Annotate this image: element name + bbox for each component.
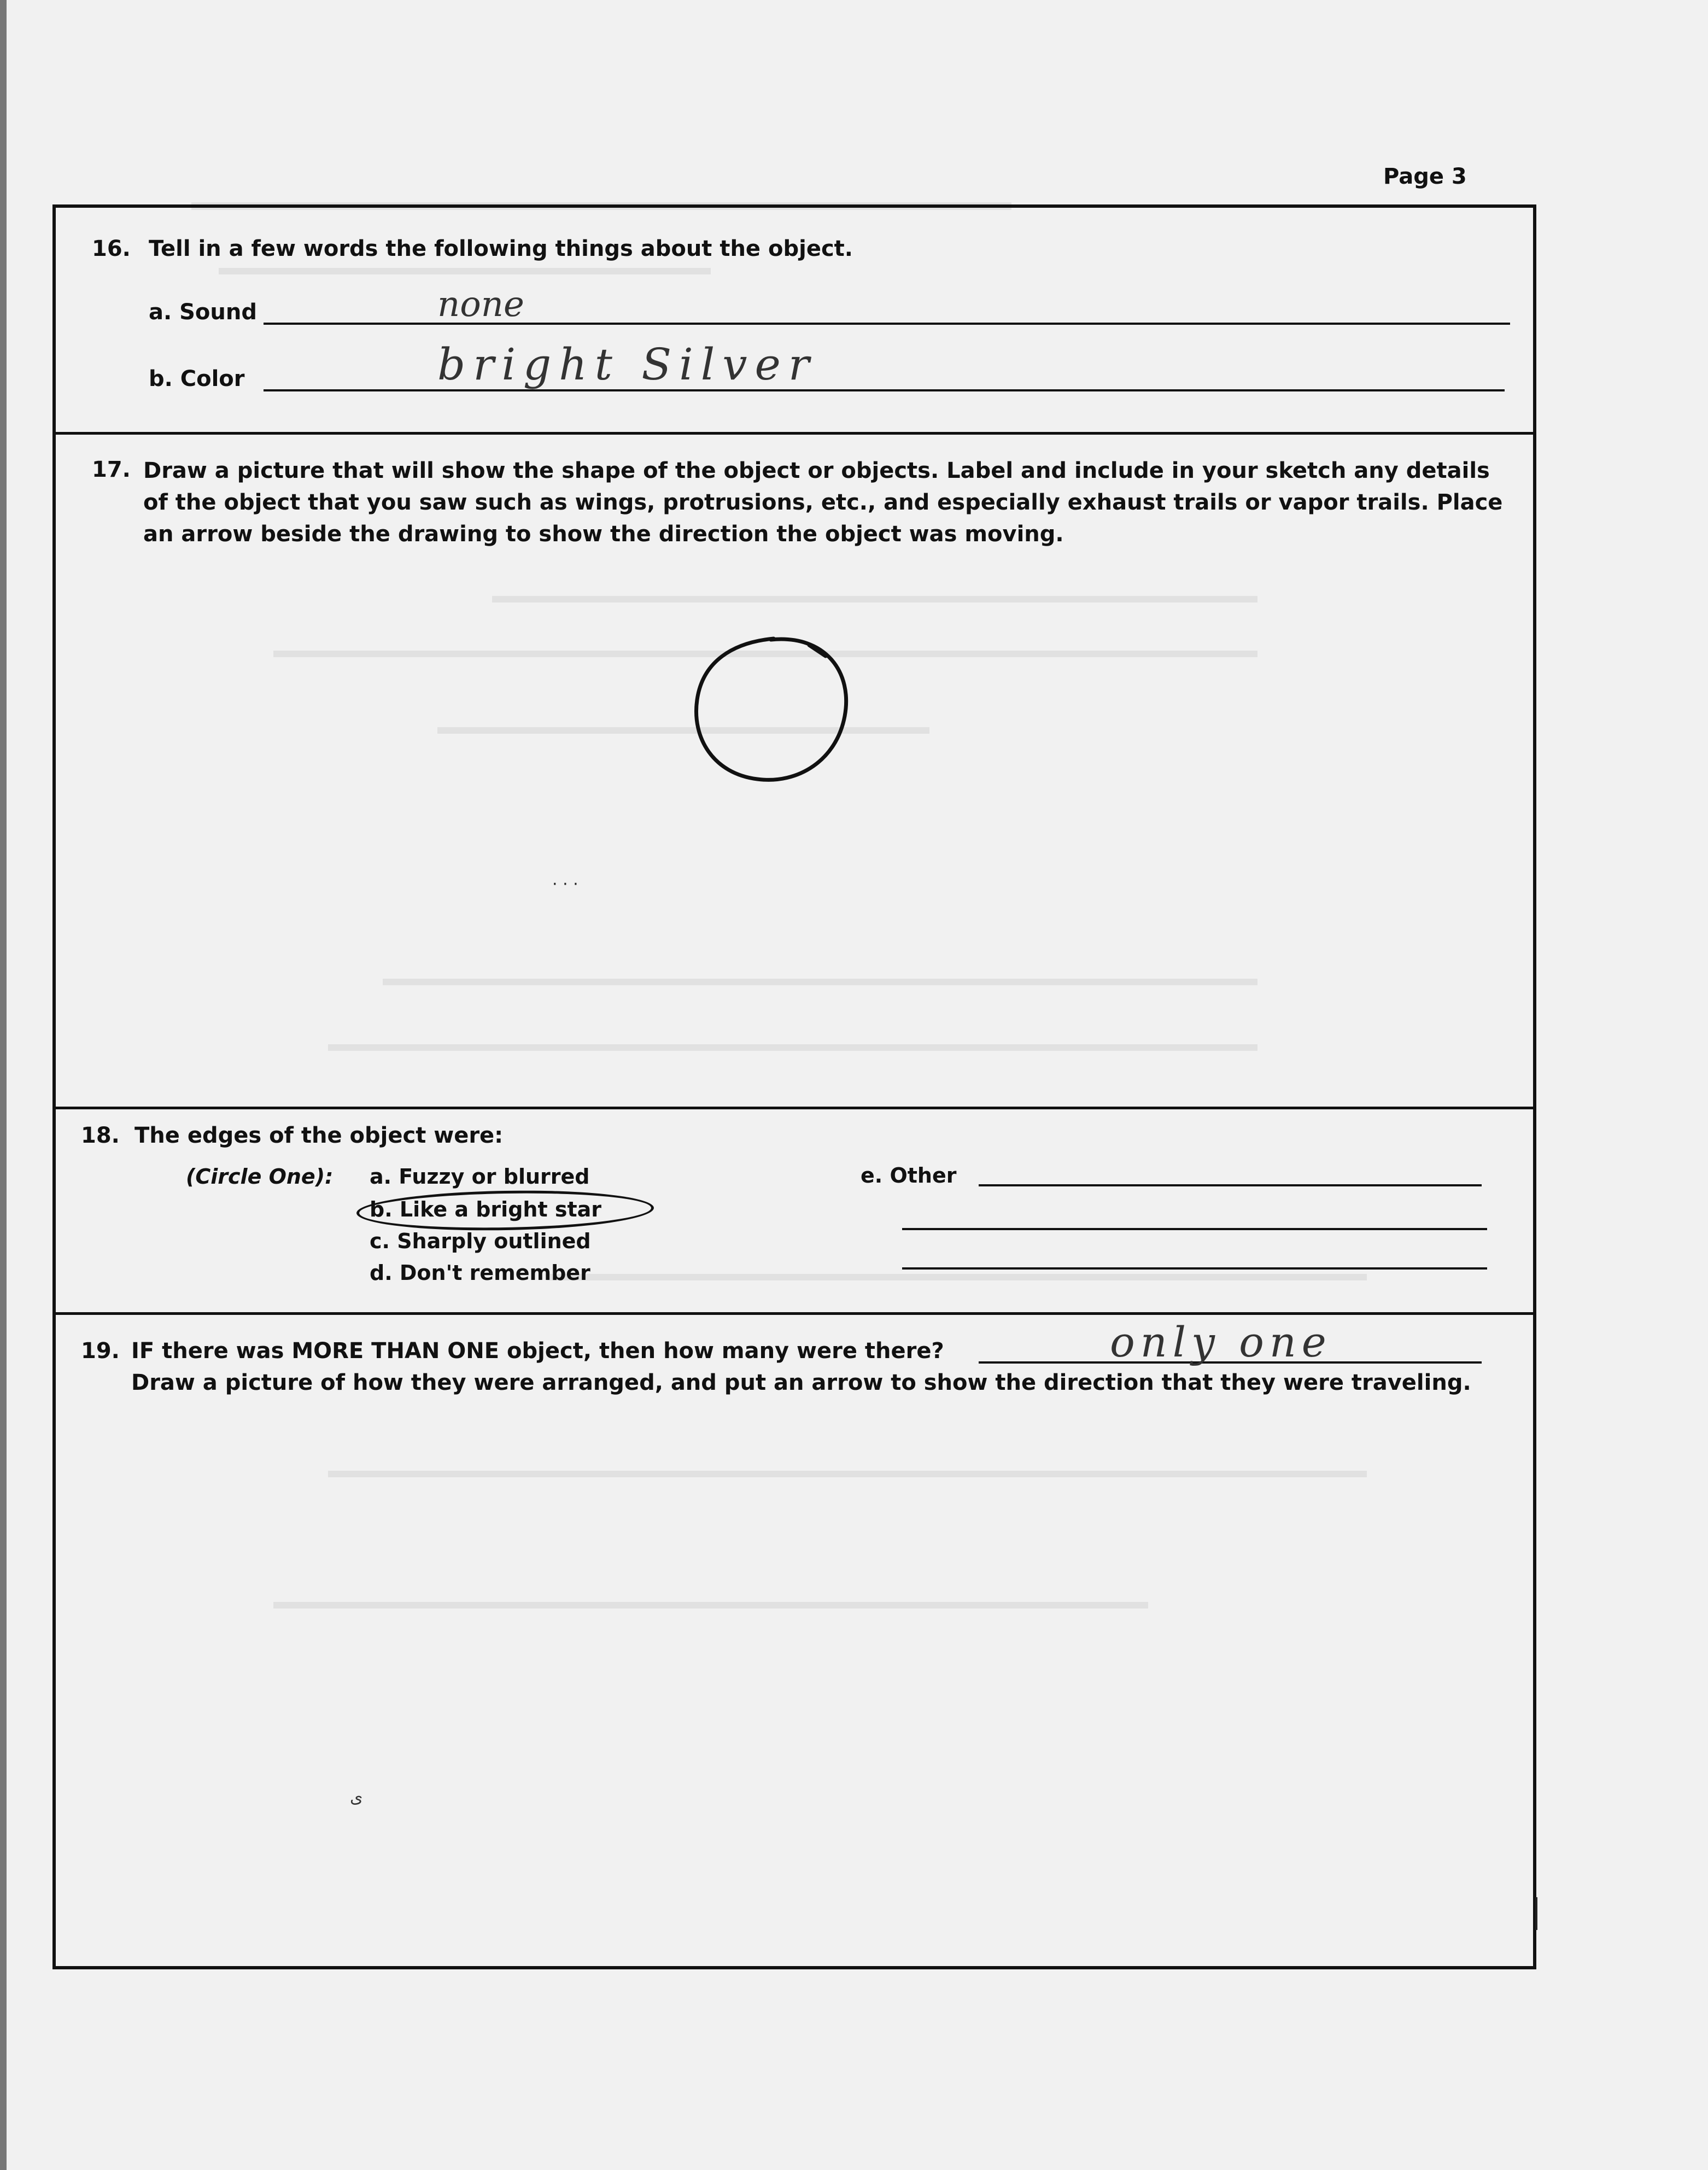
q19-number: 19. xyxy=(81,1338,120,1364)
stray-dots: · · · xyxy=(552,875,578,894)
stray-mark: ﻯ xyxy=(350,1788,363,1807)
q17-sketch-area[interactable] xyxy=(656,612,902,809)
q18-other-line-1[interactable] xyxy=(979,1184,1482,1186)
q18-other-line-2[interactable] xyxy=(902,1228,1487,1230)
q16-color-label: b. Color xyxy=(149,366,245,391)
q18-option-b[interactable]: b. Like a bright star xyxy=(370,1197,602,1221)
q18-option-d[interactable]: d. Don't remember xyxy=(370,1261,590,1285)
q18-option-c[interactable]: c. Sharply outlined xyxy=(370,1229,591,1253)
section-divider-18-19 xyxy=(52,1312,1536,1315)
q16-color-answer[interactable]: bright Silver xyxy=(437,339,817,390)
q18-number: 18. xyxy=(81,1123,120,1148)
margin-mark xyxy=(1535,1897,1537,1930)
q16-number: 16. xyxy=(92,236,131,261)
q18-circle-one-label: (Circle One): xyxy=(186,1165,334,1189)
q16-sound-answer[interactable]: none xyxy=(437,284,524,325)
q16-sound-label: a. Sound xyxy=(149,300,257,325)
section-divider-16-17 xyxy=(52,432,1536,435)
q19-prompt-line2: Draw a picture of how they were arranged, and put an arrow to show the direction that they were traveling. xyxy=(131,1370,1471,1395)
q19-prompt-line1: IF there was MORE THAN ONE object, then how many were there? xyxy=(131,1338,944,1364)
section-divider-17-18 xyxy=(52,1107,1536,1109)
q19-drawing-area[interactable] xyxy=(60,1411,1531,1963)
q18-other-line-3[interactable] xyxy=(902,1267,1487,1270)
q18-prompt: The edges of the object were: xyxy=(134,1123,504,1148)
q19-answer[interactable]: only one xyxy=(1110,1318,1332,1366)
q17-prompt: Draw a picture that will show the shape of the object or objects. Label and include in your sketch any details of the object that you saw such as wings, protrusions, etc., and especially exhaust trails or vapor trails. Place an arrow beside the drawing to show the direction the object was moving. xyxy=(143,458,1503,547)
page-number: Page 3 xyxy=(1383,164,1467,189)
circle-object-drawing xyxy=(696,639,846,780)
q18-option-a[interactable]: a. Fuzzy or blurred xyxy=(370,1165,590,1189)
q16-prompt: Tell in a few words the following things about the object. xyxy=(149,236,853,261)
q17-number: 17. xyxy=(92,457,131,482)
q18-option-e-label: e. Other xyxy=(861,1163,957,1188)
